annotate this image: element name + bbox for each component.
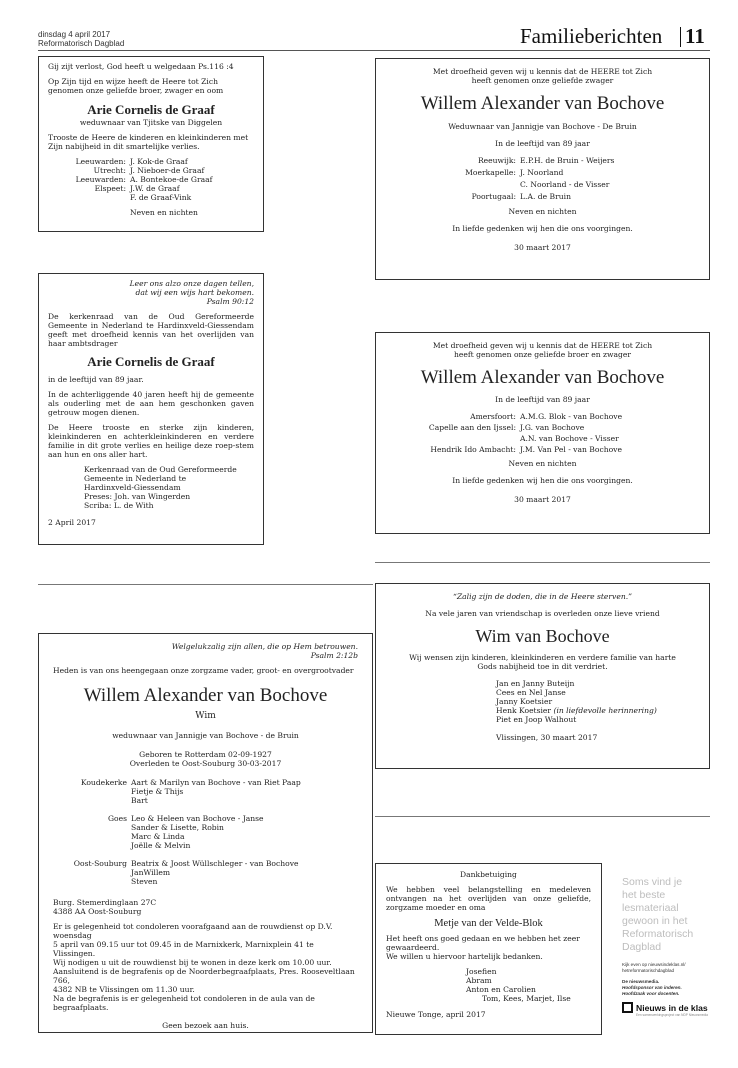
section-title: Familieberichten xyxy=(520,24,663,48)
names: F. de Graaf-Vink xyxy=(130,193,192,202)
family-line: Sander & Lisette, Robin xyxy=(131,823,224,832)
born: Geboren te Rotterdam 02-09-1927 xyxy=(139,750,272,759)
place: Moerkapelle: xyxy=(465,168,516,177)
family-koudekerke xyxy=(53,778,358,805)
address-line-1: Burg. Stemerdinglaan 27C xyxy=(53,898,157,907)
family-list xyxy=(386,412,699,454)
friend-name: Jan en Janny Buteijn xyxy=(496,679,575,688)
header-date: dinsdag 4 april 2017 xyxy=(38,30,111,39)
place: Poortugaal: xyxy=(471,192,516,201)
nickname: Wim xyxy=(195,711,216,721)
intro-line-2: heeft genomen onze geliefde broer en zwager xyxy=(453,350,632,359)
date: 2 April 2017 xyxy=(48,518,96,527)
obituary-de-graaf-church xyxy=(38,273,264,545)
names: A.N. van Bochove - Visser xyxy=(520,434,619,443)
tagline: De nieuwsmedia. xyxy=(622,979,660,984)
promo-line: Dagblad xyxy=(622,941,662,953)
deceased-name: Arie Cornelis de Graaf xyxy=(87,354,215,369)
names: J.G. van Bochove xyxy=(520,423,585,432)
wish-line-2: Gods nabijheid toe in dit verdriet. xyxy=(477,662,608,671)
verse: “Zalig zijn de doden, die in de Heere sterven.” xyxy=(452,592,633,601)
family-name: Josefien xyxy=(466,967,497,976)
footer: Nieuwe Tonge, april 2017 xyxy=(386,1010,486,1019)
memorial: In liefde gedenken wij hen die ons voorgingen. xyxy=(452,224,633,233)
names: J. Nieboer-de Graaf xyxy=(130,166,205,175)
verse: Welgelukzalig zijn allen, die op Hem betrouwen. xyxy=(171,642,358,651)
verse-ref: Psalm 2:12b xyxy=(310,651,358,660)
family-line: Joëlle & Melvin xyxy=(131,841,191,850)
place: Oost-Souburg xyxy=(73,859,127,868)
header-rule xyxy=(38,50,710,51)
comfort-text: De Heere trooste en sterke zijn kinderen, kleinkinderen en achterkleinkinderen en verdere familie in dit grote verlies en heilige deze roep-stem aan hun en ons aller hart. xyxy=(48,423,254,459)
promo-line: Soms vind je xyxy=(622,876,683,888)
subtitle: weduwnaar van Jannigje van Bochove - de Bruin xyxy=(112,731,299,740)
signature-line: Hardinxveld-Giessendam xyxy=(84,483,181,492)
signature xyxy=(48,465,254,510)
thanks-notice-van-der-velde-blok xyxy=(375,863,602,1035)
family-oost-souburg xyxy=(53,859,358,886)
age: in de leeftijd van 89 jaar. xyxy=(48,375,144,384)
names: J. Kok-de Graaf xyxy=(130,157,188,166)
place xyxy=(386,180,516,189)
detail-line: Aansluitend is de begrafenis op de Noorderbegraafplaats, Pres. Rooseveltlaan 766, xyxy=(53,967,355,985)
verse-ref: Psalm 90:12 xyxy=(206,297,254,306)
family-line: Steven xyxy=(131,877,158,886)
nieuws-in-de-klas-logo xyxy=(622,1002,714,1013)
intro: Na vele jaren van vriendschap is overleden onze lieve vriend xyxy=(425,609,660,618)
friend-name: Henk Koetsier xyxy=(496,706,552,715)
promo-link-line[interactable]: hetreformatorischdagblad xyxy=(622,968,675,973)
place: Utrecht: xyxy=(93,166,126,175)
promo-line: het beste xyxy=(622,889,666,901)
logo-text: Nieuws in de klas xyxy=(636,1002,708,1013)
place: Leeuwarden: xyxy=(75,175,126,184)
family-line: JanWillem xyxy=(131,868,171,877)
promo-nieuws-in-de-klas xyxy=(622,876,714,1017)
verse-line-1: Leer ons alzo onze dagen tellen, xyxy=(129,279,254,288)
family-line: Bart xyxy=(131,796,148,805)
header-publication: Reformatorisch Dagblad xyxy=(38,39,125,48)
friends-list xyxy=(386,679,699,724)
names: J.W. de Graaf xyxy=(130,184,180,193)
detail-line: 5 april van 09.15 uur tot 09.45 in de Marnixkerk, Marnixplein 41 te Vlissingen. xyxy=(53,940,314,958)
wish-line-1: Wij wensen zijn kinderen, kleinkinderen en verdere familie van harte xyxy=(409,653,676,662)
header-separator xyxy=(680,27,681,47)
date: 30 maart 2017 xyxy=(514,495,571,504)
promo-line: gewoon in het xyxy=(622,915,688,927)
deceased-name: Wim van Bochove xyxy=(475,626,610,646)
place: Goes xyxy=(107,814,127,823)
intro: De kerkenraad van de Oud Gereformeerde Gemeente in Nederland te Hardinxveld-Giessendam geeft met droefheid kennis van het overlijden van haar ambtsdrager xyxy=(48,312,254,348)
thanks-text: We hebben veel belangstelling en medeleven ontvangen na het overlijden van onze geliefde, zorgzame moeder en oma xyxy=(386,885,591,912)
promo-link[interactable] xyxy=(622,962,714,974)
memory-note: (in liefdevolle herinnering) xyxy=(553,706,657,715)
deceased-name: Willem Alexander van Bochove xyxy=(420,367,665,388)
closing: Neven en nichten xyxy=(508,207,577,216)
intro-line-1: Met droefheid geven wij u kennis dat de HEERE tot Zich xyxy=(432,341,653,350)
header-date-block xyxy=(38,30,124,48)
obituary-van-bochove-zwager xyxy=(375,58,710,280)
names: A. Bontekoe-de Graaf xyxy=(130,175,213,184)
family-line: Beatrix & Joost Wüllschleger - van Bochove xyxy=(131,859,299,868)
place: Elspeet: xyxy=(94,184,126,193)
place: Leeuwarden: xyxy=(75,157,126,166)
signature-line: Gemeente in Nederland te xyxy=(84,474,187,483)
friend-name: Janny Koetsier xyxy=(496,697,553,706)
family-list xyxy=(386,156,699,201)
age: In de leeftijd van 89 jaar xyxy=(495,139,590,148)
date: Vlissingen, 30 maart 2017 xyxy=(496,733,598,742)
family-line: Fietje & Thijs xyxy=(131,787,184,796)
signature-line: Scriba: L. de With xyxy=(84,501,154,510)
signature-line: Preses: Joh. van Wingerden xyxy=(84,492,191,501)
family-name: Tom, Kees, Marjet, Ilse xyxy=(482,994,571,1003)
obituary-de-graaf-family xyxy=(38,56,264,232)
family-goes xyxy=(53,814,358,850)
place: Amersfoort: xyxy=(470,412,516,421)
deceased-name: Willem Alexander van Bochove xyxy=(83,685,328,706)
service-text: In de achterliggende 40 jaren heeft hij de gemeente als ouderling met de aan hem geschonken gaven getrouw mogen dienen. xyxy=(48,390,254,417)
intro: Op Zijn tijd en wijze heeft de Heere tot Zich genomen onze geliefde broer, zwager en oom xyxy=(48,77,224,95)
obituary-van-bochove-family xyxy=(38,633,373,1033)
family-line: Marc & Linda xyxy=(131,832,185,841)
tagline: Hoofdzaak voor docenten. xyxy=(622,991,680,996)
thanks-text-2: Het heeft ons goed gedaan en we hebben het zeer gewaardeerd. xyxy=(386,934,580,952)
thanks-text-3: We willen u hiervoor hartelijk bedanken. xyxy=(386,952,543,961)
verse: Gij zijt verlost, God heeft u welgedaan Ps.116 :4 xyxy=(48,62,234,71)
verse-line-2: dat wij een wijs hart bekomen. xyxy=(135,288,254,297)
promo-link-line[interactable]: Kijk even op nieuwsindeklas.nl/ xyxy=(622,962,686,967)
died: Overleden te Oost-Souburg 30-03-2017 xyxy=(129,759,282,768)
names: A.M.G. Blok - van Bochove xyxy=(520,412,623,421)
tagline: Hoofdsponsor van inderen. xyxy=(622,985,682,990)
closing: Neven en nichten xyxy=(130,208,198,217)
closing: Neven en nichten xyxy=(508,459,577,468)
detail-line: Na de begrafenis is er gelegenheid tot condoleren in de aula van de begraafplaats. xyxy=(53,994,315,1012)
comfort-text: Trooste de Heere de kinderen en kleinkinderen met Zijn nabijheid in dit smartelijke verlies. xyxy=(48,133,249,151)
age: In de leeftijd van 89 jaar xyxy=(495,395,590,404)
family-name: Abram xyxy=(466,976,492,985)
closing: Geen bezoek aan huis. xyxy=(162,1021,249,1030)
family-name: Anton en Carolien xyxy=(466,985,536,994)
promo-text xyxy=(622,876,714,954)
obituary-wim-van-bochove-friends xyxy=(375,583,710,769)
subtitle: weduwnaar van Tjitske van Diggelen xyxy=(79,118,223,127)
deceased-name: Metje van der Velde-Blok xyxy=(434,918,543,929)
detail-line: Wij nodigen u uit de rouwdienst bij te wonen in deze kerk om 10.00 uur. xyxy=(53,958,332,967)
obituary-van-bochove-broer xyxy=(375,332,710,534)
place: Reeuwijk: xyxy=(477,156,516,165)
column-divider xyxy=(375,816,710,817)
logo-square-icon xyxy=(622,1002,633,1013)
place xyxy=(48,193,126,202)
memorial: In liefde gedenken wij hen die ons voorgingen. xyxy=(452,476,633,485)
date: 30 maart 2017 xyxy=(514,243,571,252)
detail-line: 4382 NB te Vlissingen om 11.30 uur. xyxy=(53,985,195,994)
funeral-details xyxy=(53,922,358,1012)
notice-title: Dankbetuiging xyxy=(460,870,517,879)
names: C. Noorland - de Visser xyxy=(520,180,610,189)
family-list xyxy=(48,157,254,202)
page-number: 11 xyxy=(685,24,705,48)
detail-line: Er is gelegenheid tot condoleren voorafgaand aan de rouwdienst op D.V. woensdag xyxy=(53,922,333,940)
address-line-2: 4388 AA Oost-Souburg xyxy=(53,907,142,916)
subtitle: Weduwnaar van Jannigje van Bochove - De Bruin xyxy=(448,122,637,131)
place: Koudekerke xyxy=(80,778,127,787)
intro-line-1: Met droefheid geven wij u kennis dat de HEERE tot Zich xyxy=(432,67,653,76)
family-line: Aart & Marilyn van Bochove - van Riet Paap xyxy=(131,778,301,787)
place: Hendrik Ido Ambacht: xyxy=(430,445,516,454)
place xyxy=(386,434,516,443)
place: Capelle aan den Ijssel: xyxy=(428,423,516,432)
names: E.P.H. de Bruin - Weijers xyxy=(520,156,615,165)
column-divider xyxy=(375,562,710,563)
logo-subtext: Een samenwerkingsproject van NDP Nieuwsmedia xyxy=(636,1013,708,1017)
friend-name: Piet en Joop Walhout xyxy=(496,715,577,724)
names: J. Noorland xyxy=(520,168,564,177)
promo-line: Reformatorisch xyxy=(622,928,694,940)
promo-line: lesmateriaal xyxy=(622,902,679,914)
friend-name-with-note xyxy=(496,706,699,715)
deceased-name: Arie Cornelis de Graaf xyxy=(87,102,215,117)
column-divider xyxy=(38,584,373,585)
signature-line: Kerkenraad van de Oud Gereformeerde xyxy=(84,465,237,474)
names: L.A. de Bruin xyxy=(520,192,571,201)
deceased-name: Willem Alexander van Bochove xyxy=(420,93,665,114)
names: J.M. Van Pel - van Bochove xyxy=(520,445,622,454)
promo-taglines xyxy=(622,979,714,997)
intro-line-2: heeft genomen onze geliefde zwager xyxy=(471,76,614,85)
family-line: Leo & Heleen van Bochove - Janse xyxy=(131,814,264,823)
friend-name: Cees en Nel Janse xyxy=(496,688,566,697)
intro: Heden is van ons heengegaan onze zorgzame vader, groot- en overgrootvader xyxy=(53,666,354,675)
family-names xyxy=(386,967,591,1003)
